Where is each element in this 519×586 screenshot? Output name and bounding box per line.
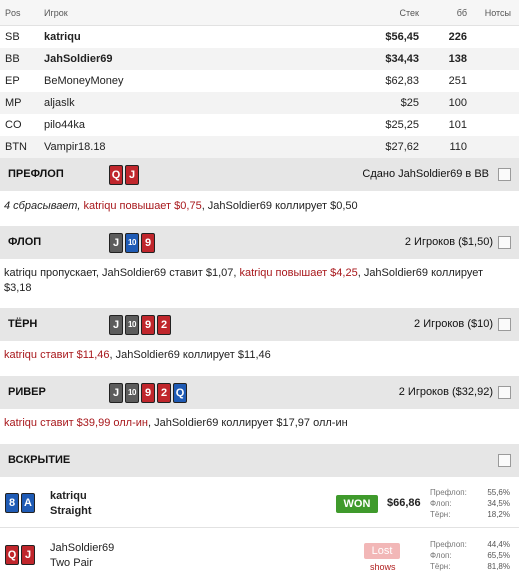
raise-text: katriqu ставит $39,99 олл-ин <box>4 417 148 429</box>
street-info: Сдано JahSoldier69 в BB <box>362 168 489 180</box>
card: 10 <box>125 315 139 335</box>
river-bar <box>0 376 519 409</box>
row-pos: SB <box>5 31 20 43</box>
river-action <box>4 416 509 431</box>
stat-value: 34,5% <box>487 499 510 508</box>
turn-checkbox[interactable] <box>498 318 511 331</box>
table-row[interactable] <box>0 114 519 136</box>
stat-label: Префлоп: <box>430 488 467 497</box>
row-stack: $62,83 <box>385 75 419 87</box>
header-bb: бб <box>456 8 467 18</box>
lost-badge: Lost <box>364 543 400 559</box>
row-bb: 100 <box>448 97 467 109</box>
header-player: Игрок <box>44 8 68 18</box>
action-text: , JahSoldier69 коллирует $17,97 олл-ин <box>147 417 348 429</box>
card: 10 <box>125 233 139 253</box>
stat-label: Тёрн: <box>430 562 451 571</box>
street-title: РИВЕР <box>8 386 46 398</box>
stat-label: Префлоп: <box>430 540 467 549</box>
showdown-bar <box>0 444 519 477</box>
hole-cards <box>109 165 139 185</box>
row-bb: 101 <box>448 119 467 131</box>
row-player[interactable]: Vampir18.18 <box>44 141 106 153</box>
flop-bar <box>0 226 519 259</box>
stat-value: 55,6% <box>487 488 510 497</box>
card: J <box>109 383 123 403</box>
action-text: 4 сбрасывает, <box>4 200 84 212</box>
player-name[interactable]: JahSoldier69 <box>50 542 115 554</box>
row-player[interactable]: BeMoneyMoney <box>44 75 124 87</box>
card: 9 <box>141 383 155 403</box>
raise-text: katriqu ставит $11,46 <box>4 349 110 361</box>
river-checkbox[interactable] <box>498 386 511 399</box>
card: Q <box>5 545 19 565</box>
row-stack: $27,62 <box>385 141 419 153</box>
showdown-player <box>0 478 519 528</box>
card: 2 <box>157 315 171 335</box>
street-info: 2 Игроков ($1,50) <box>404 236 493 248</box>
action-text: katriqu пропускает, JahSoldier69 ставит $1,07, <box>4 267 240 279</box>
shows-label: shows <box>370 562 396 572</box>
table-row[interactable] <box>0 92 519 114</box>
row-pos: BB <box>5 53 20 65</box>
table-row[interactable] <box>0 26 519 48</box>
hole-cards <box>5 493 35 513</box>
action-text: , JahSoldier69 коллирует $0,50 <box>201 200 358 212</box>
card: J <box>125 165 139 185</box>
row-bb: 226 <box>448 31 467 43</box>
card: J <box>21 545 35 565</box>
preflop-bar <box>0 158 519 191</box>
player-name[interactable]: katriqu <box>50 490 87 502</box>
preflop-action <box>4 199 509 214</box>
card: 2 <box>157 383 171 403</box>
street-title: ФЛОП <box>8 236 42 248</box>
action-text: , JahSoldier69 коллирует $3,18 <box>4 267 484 294</box>
card: Q <box>109 165 123 185</box>
street-info: 2 Игроков ($10) <box>414 318 493 330</box>
table-row[interactable] <box>0 136 519 158</box>
hand-rank: Two Pair <box>50 557 93 569</box>
header-pos: Pos <box>5 8 21 18</box>
won-amount: $66,86 <box>387 497 421 509</box>
stat-value: 44,4% <box>487 540 510 549</box>
street-title: ВСКРЫТИЕ <box>8 454 71 466</box>
street-info: 2 Игроков ($32,92) <box>398 386 493 398</box>
row-pos: EP <box>5 75 20 87</box>
row-player[interactable]: pilo44ka <box>44 119 85 131</box>
card: 10 <box>125 383 139 403</box>
card: A <box>21 493 35 513</box>
stat-label: Тёрн: <box>430 510 451 519</box>
table-row[interactable] <box>0 48 519 70</box>
stat-value: 81,8% <box>487 562 510 571</box>
row-stack: $25,25 <box>385 119 419 131</box>
flop-action <box>4 266 509 296</box>
raise-text: katriqu повышает $0,75 <box>83 200 202 212</box>
showdown-checkbox[interactable] <box>498 454 511 467</box>
table-row[interactable] <box>0 70 519 92</box>
action-text: , JahSoldier69 коллирует $11,46 <box>109 349 271 361</box>
header-notes: Нотсы <box>484 8 511 18</box>
equity-stats <box>430 539 510 572</box>
row-pos: BTN <box>5 141 27 153</box>
stat-label: Флоп: <box>430 551 452 560</box>
card: Q <box>173 383 187 403</box>
board-cards <box>109 315 171 335</box>
turn-action <box>4 348 509 363</box>
header-stack: Стек <box>399 8 419 18</box>
row-stack: $25 <box>400 97 419 109</box>
row-stack: $56,45 <box>385 31 419 43</box>
row-bb: 251 <box>448 75 467 87</box>
preflop-checkbox[interactable] <box>498 168 511 181</box>
row-bb: 110 <box>449 141 467 153</box>
flop-checkbox[interactable] <box>498 236 511 249</box>
row-player[interactable]: katriqu <box>44 31 81 43</box>
showdown-player <box>0 530 519 580</box>
won-badge: WON <box>336 495 378 513</box>
hole-cards <box>5 545 35 565</box>
board-cards <box>109 383 187 403</box>
row-pos: MP <box>5 97 22 109</box>
equity-stats <box>430 487 510 520</box>
row-stack: $34,43 <box>385 53 419 65</box>
board-cards <box>109 233 155 253</box>
turn-bar <box>0 308 519 341</box>
raise-text: katriqu повышает $4,25 <box>239 267 358 279</box>
row-player[interactable]: aljaslk <box>44 97 75 109</box>
card: J <box>109 315 123 335</box>
card: 8 <box>5 493 19 513</box>
stat-label: Флоп: <box>430 499 452 508</box>
hand-rank: Straight <box>50 505 92 517</box>
card: 9 <box>141 233 155 253</box>
row-bb: 138 <box>448 53 467 65</box>
row-pos: CO <box>5 119 22 131</box>
stat-value: 18,2% <box>487 510 510 519</box>
table-header <box>0 0 519 26</box>
stat-value: 65,5% <box>487 551 510 560</box>
card: J <box>109 233 123 253</box>
row-player[interactable]: JahSoldier69 <box>44 53 113 65</box>
players-table <box>0 0 519 158</box>
street-title: ТЁРН <box>8 318 38 330</box>
card: 9 <box>141 315 155 335</box>
street-title: ПРЕФЛОП <box>8 168 64 180</box>
